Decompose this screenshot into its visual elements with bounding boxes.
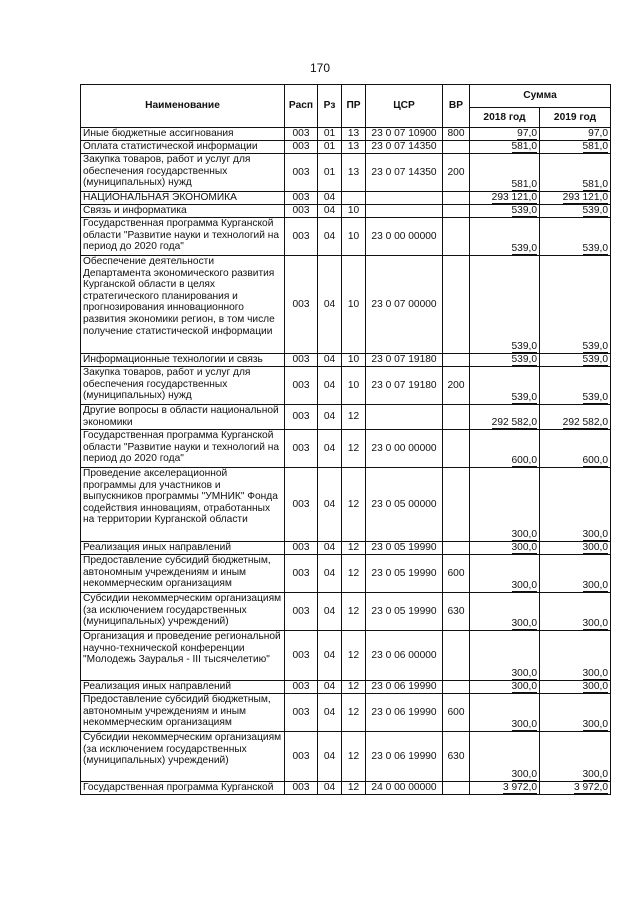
row-sum-2018: 539,0 [470, 367, 540, 405]
row-rz: 04 [318, 694, 342, 732]
row-rz: 04 [318, 192, 342, 205]
row-vr [443, 256, 470, 354]
table-row [81, 154, 611, 192]
row-rz: 04 [318, 367, 342, 405]
row-sum-2019: 539,0 [540, 354, 611, 367]
header-2018: 2018 год [470, 108, 540, 128]
row-csr: 24 0 00 00000 [366, 782, 443, 795]
row-csr [366, 205, 443, 218]
row-name: Закупка товаров, работ и услуг для обеспечения государственных (муниципальных) нужд [81, 154, 285, 192]
row-pr: 13 [342, 128, 366, 141]
row-name: Обеспечение деятельности Департамента экономического развития Курганской области в целях стратегического планирования и прогнозирования инновационного развития экономики регион, в том числе получение статистической информации [81, 256, 285, 354]
row-sum-2018: 292 582,0 [470, 405, 540, 430]
row-sum-2018: 300,0 [470, 732, 540, 782]
table-row [81, 732, 611, 782]
row-sum-2019: 300,0 [540, 555, 611, 593]
row-sum-2019: 539,0 [540, 218, 611, 256]
row-rz: 04 [318, 218, 342, 256]
header-sum: Сумма [470, 85, 611, 108]
table-row [81, 430, 611, 468]
row-name: Субсидии некоммерческим организациям (за исключением государственных (муниципальных) учреждений) [81, 593, 285, 631]
row-csr: 23 0 06 19990 [366, 732, 443, 782]
row-sum-2019: 292 582,0 [540, 405, 611, 430]
row-pr: 10 [342, 218, 366, 256]
row-pr: 12 [342, 631, 366, 681]
row-vr: 200 [443, 367, 470, 405]
row-rasp: 003 [285, 192, 318, 205]
row-rasp: 003 [285, 430, 318, 468]
row-rasp: 003 [285, 468, 318, 542]
row-pr: 12 [342, 681, 366, 694]
row-rz: 04 [318, 256, 342, 354]
row-vr [443, 430, 470, 468]
row-sum-2019: 3 972,0 [540, 782, 611, 795]
row-vr [443, 141, 470, 154]
table-row [81, 593, 611, 631]
row-csr: 23 0 05 19990 [366, 542, 443, 555]
table-row [81, 555, 611, 593]
row-vr: 630 [443, 593, 470, 631]
row-rasp: 003 [285, 154, 318, 192]
row-csr: 23 0 07 00000 [366, 256, 443, 354]
row-name: Информационные технологии и связь [81, 354, 285, 367]
row-vr: 600 [443, 555, 470, 593]
header-csr: ЦСР [366, 85, 443, 128]
row-sum-2018: 539,0 [470, 256, 540, 354]
row-csr: 23 0 06 19990 [366, 681, 443, 694]
row-pr: 12 [342, 405, 366, 430]
row-pr: 13 [342, 154, 366, 192]
row-name: Предоставление субсидий бюджетным, автономным учреждениям и иным некоммерческим организациям [81, 694, 285, 732]
row-vr [443, 405, 470, 430]
row-csr [366, 192, 443, 205]
row-vr [443, 542, 470, 555]
row-sum-2018: 539,0 [470, 205, 540, 218]
row-vr [443, 354, 470, 367]
row-vr [443, 192, 470, 205]
row-vr: 800 [443, 128, 470, 141]
header-pr: ПР [342, 85, 366, 128]
row-csr: 23 0 07 14350 [366, 141, 443, 154]
row-name: Государственная программа Курганской области "Развитие науки и технологий на период до 2020 года" [81, 218, 285, 256]
row-rasp: 003 [285, 218, 318, 256]
row-sum-2019: 539,0 [540, 256, 611, 354]
row-name: Проведение акселерационной программы для участников и выпускников программы "УМНИК" Фонда содействия инновациям, отработанных на территории Курганской области [81, 468, 285, 542]
row-sum-2019: 600,0 [540, 430, 611, 468]
row-pr: 12 [342, 542, 366, 555]
table-row [81, 405, 611, 430]
row-rasp: 003 [285, 681, 318, 694]
row-sum-2019: 300,0 [540, 732, 611, 782]
row-vr [443, 468, 470, 542]
row-csr: 23 0 07 19180 [366, 354, 443, 367]
row-name: Закупка товаров, работ и услуг для обеспечения государственных (муниципальных) нужд [81, 367, 285, 405]
row-rasp: 003 [285, 732, 318, 782]
row-sum-2018: 300,0 [470, 694, 540, 732]
row-rasp: 003 [285, 555, 318, 593]
row-rasp: 003 [285, 405, 318, 430]
row-rasp: 003 [285, 631, 318, 681]
row-rz: 01 [318, 154, 342, 192]
row-rz: 04 [318, 205, 342, 218]
row-rasp: 003 [285, 354, 318, 367]
row-rz: 04 [318, 593, 342, 631]
row-name: НАЦИОНАЛЬНАЯ ЭКОНОМИКА [81, 192, 285, 205]
row-name: Иные бюджетные ассигнования [81, 128, 285, 141]
row-sum-2019: 539,0 [540, 367, 611, 405]
row-name: Государственная программа Курганской области "Развитие науки и технологий на период до 2020 года" [81, 430, 285, 468]
row-rasp: 003 [285, 782, 318, 795]
header-vr: ВР [443, 85, 470, 128]
row-sum-2018: 3 972,0 [470, 782, 540, 795]
table-row [81, 205, 611, 218]
table-row [81, 192, 611, 205]
row-csr: 23 0 06 19990 [366, 694, 443, 732]
row-csr: 23 0 05 19990 [366, 593, 443, 631]
row-sum-2018: 300,0 [470, 681, 540, 694]
row-sum-2018: 293 121,0 [470, 192, 540, 205]
row-csr: 23 0 00 00000 [366, 430, 443, 468]
row-pr: 12 [342, 468, 366, 542]
table-row [81, 367, 611, 405]
row-pr [342, 192, 366, 205]
row-rasp: 003 [285, 141, 318, 154]
table-row [81, 218, 611, 256]
page-number: 170 [309, 61, 331, 75]
row-vr [443, 681, 470, 694]
row-csr [366, 405, 443, 430]
table-row [81, 631, 611, 681]
budget-table [80, 84, 611, 795]
row-sum-2019: 300,0 [540, 631, 611, 681]
row-pr: 10 [342, 367, 366, 405]
row-rz: 04 [318, 631, 342, 681]
row-sum-2018: 600,0 [470, 430, 540, 468]
row-pr: 13 [342, 141, 366, 154]
table-row [81, 694, 611, 732]
row-pr: 12 [342, 593, 366, 631]
row-csr: 23 0 07 19180 [366, 367, 443, 405]
row-name: Реализация иных направлений [81, 681, 285, 694]
row-rz: 04 [318, 354, 342, 367]
row-pr: 12 [342, 430, 366, 468]
table-row [81, 128, 611, 141]
row-sum-2018: 300,0 [470, 631, 540, 681]
row-pr: 10 [342, 354, 366, 367]
row-csr: 23 0 00 00000 [366, 218, 443, 256]
row-vr [443, 631, 470, 681]
row-rz: 01 [318, 128, 342, 141]
header-rz: Рз [318, 85, 342, 128]
row-vr: 600 [443, 694, 470, 732]
row-vr [443, 205, 470, 218]
row-name: Связь и информатика [81, 205, 285, 218]
row-sum-2019: 581,0 [540, 141, 611, 154]
row-sum-2019: 300,0 [540, 593, 611, 631]
row-sum-2018: 300,0 [470, 542, 540, 555]
row-pr: 10 [342, 205, 366, 218]
table-row [81, 468, 611, 542]
table-row [81, 782, 611, 795]
row-rz: 04 [318, 468, 342, 542]
row-rz: 04 [318, 430, 342, 468]
row-name: Реализация иных направлений [81, 542, 285, 555]
row-csr: 23 0 07 14350 [366, 154, 443, 192]
row-vr [443, 218, 470, 256]
row-sum-2019: 97,0 [540, 128, 611, 141]
row-rz: 04 [318, 555, 342, 593]
row-sum-2019: 300,0 [540, 694, 611, 732]
row-name: Другие вопросы в области национальной экономики [81, 405, 285, 430]
row-sum-2018: 581,0 [470, 141, 540, 154]
row-pr: 12 [342, 732, 366, 782]
row-vr: 200 [443, 154, 470, 192]
row-csr: 23 0 05 00000 [366, 468, 443, 542]
table-row [81, 542, 611, 555]
table-row [81, 681, 611, 694]
row-sum-2019: 300,0 [540, 542, 611, 555]
row-rasp: 003 [285, 694, 318, 732]
row-name: Субсидии некоммерческим организациям (за исключением государственных (муниципальных) учреждений) [81, 732, 285, 782]
row-sum-2019: 293 121,0 [540, 192, 611, 205]
row-csr: 23 0 06 00000 [366, 631, 443, 681]
row-rz: 04 [318, 782, 342, 795]
row-name: Предоставление субсидий бюджетным, автономным учреждениям и иным некоммерческим организациям [81, 555, 285, 593]
row-rz: 04 [318, 681, 342, 694]
row-sum-2018: 581,0 [470, 154, 540, 192]
row-csr: 23 0 05 19990 [366, 555, 443, 593]
row-vr [443, 782, 470, 795]
row-name: Государственная программа Курганской [81, 782, 285, 795]
table-row [81, 354, 611, 367]
table-row [81, 256, 611, 354]
row-rasp: 003 [285, 128, 318, 141]
row-sum-2019: 581,0 [540, 154, 611, 192]
row-rasp: 003 [285, 256, 318, 354]
row-rz: 04 [318, 542, 342, 555]
row-sum-2019: 300,0 [540, 681, 611, 694]
header-2019: 2019 год [540, 108, 611, 128]
row-sum-2018: 97,0 [470, 128, 540, 141]
row-sum-2018: 539,0 [470, 218, 540, 256]
header-rasp: Расп [285, 85, 318, 128]
row-rz: 01 [318, 141, 342, 154]
row-pr: 12 [342, 694, 366, 732]
row-rz: 04 [318, 405, 342, 430]
table-row [81, 141, 611, 154]
row-sum-2019: 539,0 [540, 205, 611, 218]
row-sum-2018: 300,0 [470, 555, 540, 593]
row-sum-2019: 300,0 [540, 468, 611, 542]
row-rasp: 003 [285, 205, 318, 218]
header-name: Наименование [81, 85, 285, 128]
row-sum-2018: 300,0 [470, 468, 540, 542]
row-sum-2018: 300,0 [470, 593, 540, 631]
row-name: Организация и проведение региональной научно-технической конференции "Молодежь Зауралья - III тысячелетию" [81, 631, 285, 681]
row-pr: 12 [342, 782, 366, 795]
row-pr: 10 [342, 256, 366, 354]
row-sum-2018: 539,0 [470, 354, 540, 367]
row-rasp: 003 [285, 367, 318, 405]
row-rasp: 003 [285, 593, 318, 631]
row-rz: 04 [318, 732, 342, 782]
row-rasp: 003 [285, 542, 318, 555]
row-vr: 630 [443, 732, 470, 782]
row-pr: 12 [342, 555, 366, 593]
row-csr: 23 0 07 10900 [366, 128, 443, 141]
row-name: Оплата статистической информации [81, 141, 285, 154]
